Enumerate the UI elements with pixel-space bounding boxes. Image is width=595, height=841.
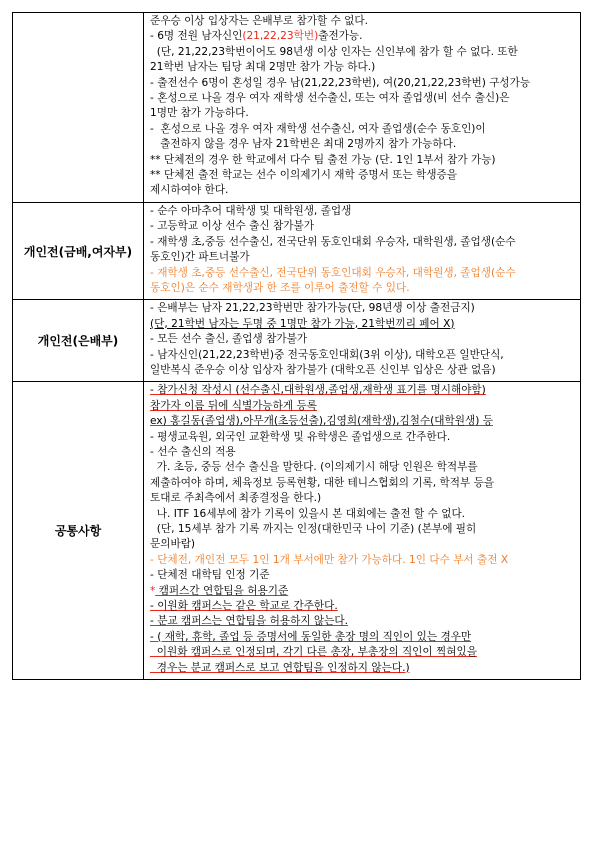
rule-row (13, 13, 581, 203)
rule-text: 출전하지 않을 경우 남자 21학번은 최대 2명까지 참가 가능하다. (150, 138, 457, 151)
rule-text: - 고등학교 이상 선수 출신 참가불가 (150, 220, 314, 233)
rule-line (150, 29, 576, 44)
rule-line (150, 507, 576, 522)
rule-line (150, 430, 576, 445)
rule-line (150, 122, 576, 137)
rule-text: - 혼성으로 나올 경우 여자 재학생 선수출신, 또는 여자 졸업생(비 선수 출신)은 (150, 92, 510, 105)
rule-text: - 6명 전원 남자신인 (150, 30, 243, 43)
rule-line (150, 363, 576, 378)
rule-text: - 재학생 초,중등 선수출신, 전국단위 동호인대회 우승자, 대학원생, 졸업생(순수 (150, 266, 516, 279)
rule-text: 21학번 남자는 팀당 최대 2명만 참가 가능 하다.) (150, 61, 376, 74)
rule-text: - 분교 캠퍼스는 연합팀을 허용하지 않는다. (150, 615, 348, 628)
rule-text: 동호인)은 순수 재학생과 한 조를 이루어 출전할 수 있다. (150, 281, 410, 294)
section-label: 개인전(금배,여자부) (13, 202, 144, 299)
rule-line (150, 599, 576, 614)
rule-line (150, 14, 576, 29)
rule-line (150, 383, 576, 398)
rule-line (150, 153, 576, 168)
rule-text: 일반복식 준우승 이상 입상자 참가불가 (대학오픈 신인부 입상은 상관 없음) (150, 363, 496, 376)
rule-text: (단, 15세부 참가 기록 까지는 인정(대한민국 나이 기준) (본부에 필히 (150, 523, 477, 535)
rule-line (150, 661, 576, 676)
section-label (13, 13, 144, 203)
rule-line (150, 60, 576, 75)
rule-line (150, 45, 576, 60)
rule-row (13, 382, 581, 680)
rule-line (150, 414, 576, 429)
rule-text: (단, 21,22,23학번이어도 98년생 이상 인자는 신인부에 참가 할 수 없다. 또한 (150, 45, 518, 58)
rule-line (150, 568, 576, 583)
rule-line (150, 91, 576, 106)
rule-line (150, 301, 576, 316)
rule-row (13, 202, 581, 299)
rule-text: - 혼성으로 나올 경우 여자 재학생 선수출신, 여자 졸업생(순수 동호인)이 (150, 122, 486, 135)
rule-text: - 단체전 대학팀 인정 기준 (150, 569, 270, 582)
rule-text: 동호인)간 파트너불가 (150, 251, 250, 264)
rule-text: - ( 재학, 휴학, 졸업 등 증명서에 동일한 총장 명의 직인이 있는 경우만 (150, 630, 472, 643)
rule-text: - 모든 선수 출신, 졸업생 참가불가 (150, 333, 308, 346)
section-label: 개인전(은배부) (13, 300, 144, 382)
rule-text: - 단체전, 개인전 모두 1인 1개 부서에만 참가 가능하다. 1인 다수 부서 출전 X (150, 553, 509, 566)
rule-line (150, 250, 576, 265)
rule-text: (21,22,23학번) (242, 30, 319, 43)
section-label: 공통사항 (13, 382, 144, 680)
rule-text: - 남자신인(21,22,23학번)중 전국동호인대회(3위 이상), 대학오픈 일반단식, (150, 348, 504, 361)
rule-text: 경우는 분교 캠퍼스로 보고 연합팀을 인정하지 않는다.) (150, 661, 410, 674)
rule-text: - 재학생 초,중등 선수출신, 전국단위 동호인대회 우승자, 대학원생, 졸업생(순수 (150, 235, 516, 248)
section-content (144, 382, 581, 680)
rule-text: - 참가신청 작성시 (선수출신,대학원생,졸업생,재학생 표기를 명시해야함) (150, 384, 486, 397)
rule-line (150, 460, 576, 475)
rule-line (150, 183, 576, 198)
rule-line (150, 137, 576, 152)
section-content (144, 13, 581, 203)
rule-text: 제출하여야 하며, 체육정보 등록현황, 대한 테니스협회의 기록, 학적부 등을 (150, 476, 495, 489)
rules-body (13, 13, 581, 680)
rule-text: 이원화 캠퍼스로 인정되며, 각기 다른 총장, 부총장의 직인이 찍혀있을 (150, 646, 477, 659)
rule-line (150, 445, 576, 460)
rule-line (150, 584, 576, 599)
rule-line (150, 522, 576, 537)
rule-line (150, 317, 576, 332)
rule-text: 1명만 참가 가능하다. (150, 107, 249, 120)
rule-line (150, 266, 576, 281)
rule-text: - 이원화 캠퍼스는 같은 학교로 간주한다. (150, 600, 338, 613)
rule-line (150, 168, 576, 183)
rule-text: 제시하여야 한다. (150, 184, 229, 197)
rule-line (150, 614, 576, 629)
rule-line (150, 491, 576, 506)
rule-line (150, 476, 576, 491)
rule-text: 나. ITF 16세부에 참가 기록이 있을시 본 대회에는 출전 할 수 없다. (150, 507, 466, 520)
rule-text: - 선수 출신의 적용 (150, 445, 236, 458)
rule-text: - 출전선수 6명이 혼성일 경우 남(21,22,23학번), 여(20,21,22,23학번) 구성가능 (150, 76, 531, 89)
rule-text: 출전가능. (318, 30, 363, 43)
rule-text: (단, 21학번 남자는 두명 중 1명만 참가 가능, 21학번끼리 페어 X) (150, 317, 455, 330)
rule-line (150, 645, 576, 660)
rule-text: 준우승 이상 입상자는 은배부로 참가할 수 없다. (150, 15, 369, 27)
rule-line (150, 553, 576, 568)
rule-text: 가. 초등, 중등 선수 출신을 말한다. (이의제기시 해당 인원은 학적부를 (150, 461, 478, 474)
rules-table (12, 12, 581, 680)
rule-line (150, 235, 576, 250)
rule-text: ex) 홍길동(졸업생),아무개(초등선출),김영희(재학생),김철수(대학원생) 등 (150, 415, 493, 428)
rule-text: * (150, 584, 156, 597)
rule-text: - 평생교육원, 외국인 교환학생 및 유학생은 졸업생으로 간주한다. (150, 430, 451, 443)
rule-text: 토대로 주최측에서 최종결정을 한다.) (150, 492, 322, 505)
rule-text: 문의바람) (150, 538, 196, 551)
rule-line (150, 204, 576, 219)
section-content (144, 300, 581, 382)
rule-row (13, 300, 581, 382)
rule-line (150, 537, 576, 552)
section-content (144, 202, 581, 299)
rule-text: - 은배부는 남자 21,22,23학번만 참가가능(단, 98년생 이상 출전금지) (150, 302, 475, 315)
rule-line (150, 219, 576, 234)
rule-line (150, 106, 576, 121)
rule-text: 캠퍼스간 연합팀을 허용기준 (155, 584, 289, 597)
rule-line (150, 630, 576, 645)
rule-text: - 순수 아마추어 대학생 및 대학원생, 졸업생 (150, 204, 352, 217)
rule-line (150, 348, 576, 363)
rule-line (150, 281, 576, 296)
rule-text: 참가자 이름 뒤에 식별가능하게 등록 (150, 399, 317, 412)
rule-text: ** 단체전의 경우 한 학교에서 다수 팀 출전 가능 (단. 1인 1부서 참가 가능) (150, 153, 496, 166)
rule-line (150, 332, 576, 347)
rule-line (150, 399, 576, 414)
rule-text: ** 단체전 출전 학교는 선수 이의제기시 재학 증명서 또는 학생증을 (150, 169, 457, 182)
rule-line (150, 76, 576, 91)
